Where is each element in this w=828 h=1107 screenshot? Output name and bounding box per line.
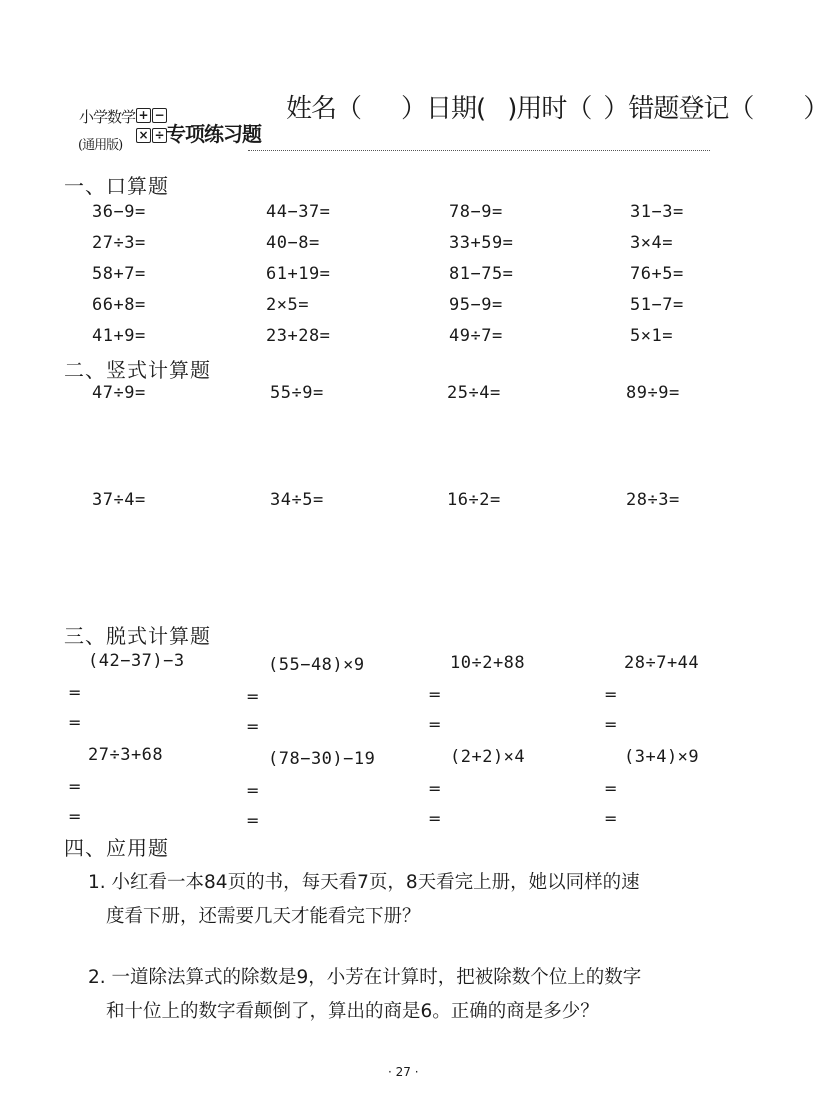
stepwise-problem: (78−30)−19 — [268, 749, 376, 769]
oral-problem: 33+59= — [449, 233, 514, 253]
vertical-problem: 28÷3= — [626, 490, 680, 510]
section-title-word: 四、应用题 — [64, 836, 169, 860]
times-icon: × — [136, 128, 151, 143]
oral-problem: 27÷3= — [92, 233, 146, 253]
oral-problem: 95−9= — [449, 295, 503, 315]
oral-problem: 40−8= — [266, 233, 320, 253]
oral-problem: 78−9= — [449, 202, 503, 222]
header-divider — [248, 150, 710, 151]
time-label: )用时（ — [507, 94, 592, 124]
error-close: ） — [803, 94, 828, 124]
stepwise-problem: (55−48)×9 — [268, 655, 365, 675]
answer-equals: = — [604, 715, 618, 734]
vertical-problem: 16÷2= — [447, 490, 501, 510]
answer-equals: = — [68, 713, 82, 732]
answer-equals: = — [246, 811, 260, 830]
oral-problem: 36−9= — [92, 202, 146, 222]
word-problem-1-line1: 1. 小红看一本84页的书，每天看7页，8天看完上册，她以同样的速 — [88, 872, 640, 893]
oral-problem: 76+5= — [630, 264, 684, 284]
answer-equals: = — [68, 807, 82, 826]
oral-problem: 41+9= — [92, 326, 146, 346]
answer-equals: = — [428, 685, 442, 704]
vertical-problem: 34÷5= — [270, 490, 324, 510]
oral-problem: 31−3= — [630, 202, 684, 222]
vertical-problem: 47÷9= — [92, 383, 146, 403]
answer-equals: = — [428, 779, 442, 798]
oral-problem: 3×4= — [630, 233, 673, 253]
date-label: 日期( — [426, 94, 486, 124]
oral-problem: 58+7= — [92, 264, 146, 284]
answer-equals: = — [428, 715, 442, 734]
brand-title: 小学数学 — [79, 108, 136, 126]
word-problem-2-line1: 2. 一道除法算式的除数是9，小芳在计算时，把被除数个位上的数字 — [88, 967, 642, 988]
answer-equals: = — [68, 683, 82, 702]
error-label: ）错题登记（ — [603, 94, 754, 124]
vertical-problem: 25÷4= — [447, 383, 501, 403]
answer-equals: = — [604, 779, 618, 798]
answer-equals: = — [246, 687, 260, 706]
oral-problem: 61+19= — [266, 264, 331, 284]
oral-problem: 66+8= — [92, 295, 146, 315]
section-title-stepwise: 三、脱式计算题 — [64, 624, 211, 648]
section-title-oral: 一、口算题 — [64, 174, 169, 198]
brand-subtitle: (通用版) — [78, 138, 123, 153]
series-title: 专项练习题 — [166, 122, 261, 146]
oral-problem: 2×5= — [266, 295, 309, 315]
stepwise-problem: (42−37)−3 — [88, 651, 185, 671]
page-number: · 27 · — [388, 1065, 419, 1079]
answer-equals: = — [246, 781, 260, 800]
answer-equals: = — [604, 685, 618, 704]
section-title-vertical: 二、竖式计算题 — [64, 358, 211, 382]
answer-equals: = — [68, 777, 82, 796]
name-close: ） — [401, 94, 427, 124]
vertical-problem: 89÷9= — [626, 383, 680, 403]
oral-problem: 51−7= — [630, 295, 684, 315]
student-info-fields — [286, 88, 828, 125]
answer-equals: = — [428, 809, 442, 828]
minus-icon: − — [152, 108, 167, 123]
oral-problem: 81−75= — [449, 264, 514, 284]
answer-equals: = — [246, 717, 260, 736]
operator-icon — [136, 108, 166, 150]
stepwise-problem: 10÷2+88 — [450, 653, 526, 673]
vertical-problem: 37÷4= — [92, 490, 146, 510]
stepwise-problem: (3+4)×9 — [624, 747, 700, 767]
plus-icon: + — [136, 108, 151, 123]
vertical-problem: 55÷9= — [270, 383, 324, 403]
oral-problem: 49÷7= — [449, 326, 503, 346]
oral-problem: 23+28= — [266, 326, 331, 346]
word-problem-2-line2: 和十位上的数字看颠倒了，算出的商是6。正确的商是多少？ — [106, 1001, 599, 1022]
divide-icon: ÷ — [152, 128, 167, 143]
answer-equals: = — [604, 809, 618, 828]
stepwise-problem: 28÷7+44 — [624, 653, 700, 673]
stepwise-problem: 27÷3+68 — [88, 745, 164, 765]
name-label: 姓名（ — [286, 94, 362, 124]
word-problem-1-line2: 度看下册，还需要几天才能看完下册？ — [106, 906, 421, 927]
oral-problem: 5×1= — [630, 326, 673, 346]
stepwise-problem: (2+2)×4 — [450, 747, 526, 767]
oral-problem: 44−37= — [266, 202, 331, 222]
